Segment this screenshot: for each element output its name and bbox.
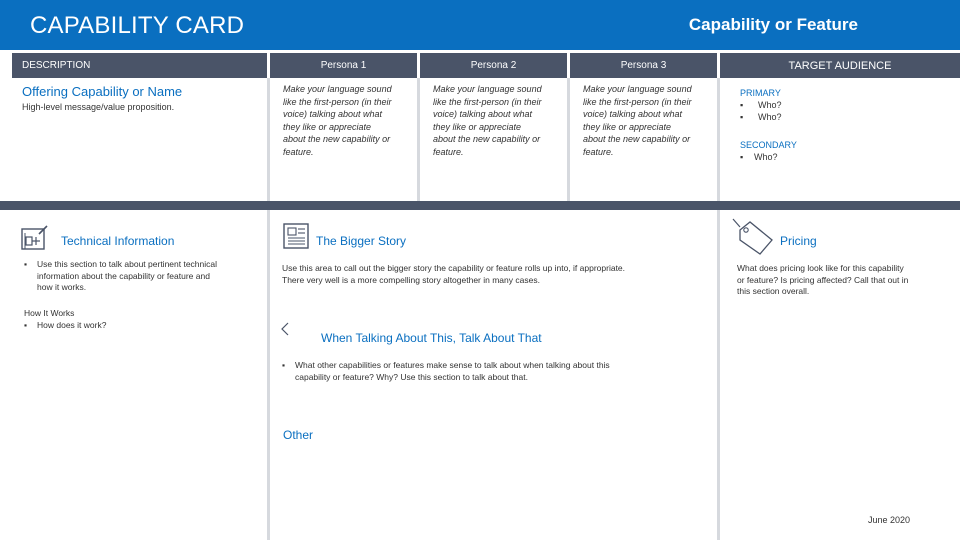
audience-primary-label: PRIMARY [740, 88, 781, 98]
column-header-persona-3 [570, 53, 717, 78]
audience-primary-item [740, 100, 782, 110]
column-header-persona-1 [270, 53, 417, 78]
audience-primary-item-text: Who? [758, 100, 782, 110]
column-separator [267, 210, 270, 540]
bigger-story-title: The Bigger Story [316, 234, 407, 248]
pricing-line: or feature? Is pricing affected? Call that out in [737, 274, 909, 285]
bigger-story-line: Use this area to call out the bigger story the capability or feature rolls up into, if appropriate. [282, 263, 626, 273]
persona-2-line: they like or appreciate [433, 121, 522, 132]
column-separator [267, 78, 270, 201]
bullet-icon: ▪ [740, 100, 744, 110]
persona-3-line: Make your language sound [583, 84, 692, 94]
pricing-line: What does pricing look like for this capability [737, 263, 904, 273]
section-divider-band [0, 201, 960, 210]
offering-name: Offering Capability or Name [22, 84, 183, 99]
audience-secondary-item [740, 152, 778, 162]
persona-1-line: Make your language sound [283, 84, 392, 94]
technical-info-line: Use this section to talk about pertinent technical [37, 259, 218, 269]
talk-about-line: capability or feature? Why? Use this section to talk about that. [295, 371, 528, 382]
persona-1-line: like the first-person (in their [283, 96, 392, 107]
pricing-body [737, 263, 952, 298]
column-header-persona-2 [420, 53, 567, 78]
audience-secondary-label: SECONDARY [740, 140, 797, 150]
column-header-description [12, 53, 267, 78]
persona-2-line: about the new capability or [433, 134, 541, 144]
bullet-icon: ▪ [740, 112, 744, 122]
audience-primary-item-text: Who? [758, 112, 782, 122]
column-header-persona-1-label: Persona 1 [320, 60, 367, 71]
persona-3-text [583, 83, 707, 158]
page-subtitle: Capability or Feature [688, 15, 858, 34]
persona-2-line: Make your language sound [433, 84, 542, 94]
column-separator [717, 210, 720, 540]
column-separator [717, 78, 720, 201]
technical-info-line: information about the capability or feature and [37, 270, 210, 281]
other-title: Other [283, 428, 314, 442]
persona-3-line: voice) talking about what [583, 109, 683, 119]
bigger-story-line: There very well is a more compelling story altogether in many cases. [282, 274, 540, 285]
audience-secondary-item-text: Who? [754, 152, 778, 162]
talk-about-title: When Talking About This, Talk About That [321, 331, 542, 345]
persona-2-line: like the first-person (in their [433, 96, 542, 107]
persona-1-line: voice) talking about what [283, 109, 383, 119]
price-tag-icon [730, 216, 776, 260]
bullet-icon: ▪ [24, 259, 28, 269]
blueprint-icon [20, 224, 50, 252]
offering-message: High-level message/value proposition. [22, 102, 175, 112]
column-header-persona-2-label: Persona 2 [470, 60, 517, 71]
persona-1-line: about the new capability or [283, 134, 391, 144]
talk-about-body [282, 360, 702, 383]
column-header-description-label: DESCRIPTION [22, 60, 91, 71]
how-it-works-title: How It Works [24, 308, 75, 318]
persona-3-line: they like or appreciate [583, 121, 672, 132]
page-title: CAPABILITY CARD [30, 12, 245, 39]
newspaper-icon [282, 222, 310, 250]
persona-3-line: about the new capability or [583, 134, 691, 144]
persona-1-text [283, 83, 407, 158]
persona-2-text [433, 83, 557, 158]
pricing-title: Pricing [780, 234, 817, 248]
persona-2-line: feature. [433, 146, 464, 157]
persona-3-line: feature. [583, 146, 614, 157]
bullet-icon: ▪ [24, 320, 28, 330]
bigger-story-body [282, 263, 712, 286]
column-header-persona-3-label: Persona 3 [620, 60, 667, 71]
column-separator [417, 78, 420, 201]
technical-info-line: how it works. [37, 282, 87, 292]
persona-3-line: like the first-person (in their [583, 96, 692, 107]
audience-primary-item [740, 112, 782, 122]
chevron-left-icon [279, 321, 291, 337]
column-header-target-audience-label: TARGET AUDIENCE [788, 59, 892, 72]
bullet-icon: ▪ [740, 152, 744, 162]
how-it-works-item-text: How does it work? [37, 320, 107, 330]
column-header-target-audience [720, 53, 960, 78]
technical-info-title: Technical Information [61, 234, 175, 248]
persona-2-line: voice) talking about what [433, 109, 533, 119]
column-separator [567, 78, 570, 201]
talk-about-line: What other capabilities or features make sense to talk about when talking about this [295, 360, 610, 370]
persona-1-line: they like or appreciate [283, 121, 372, 132]
footer-date: June 2020 [868, 515, 911, 525]
technical-info-body [24, 259, 254, 294]
persona-1-line: feature. [283, 146, 314, 157]
pricing-line: this section overall. [737, 286, 810, 296]
bullet-icon: ▪ [282, 360, 286, 370]
how-it-works-item [24, 320, 106, 332]
